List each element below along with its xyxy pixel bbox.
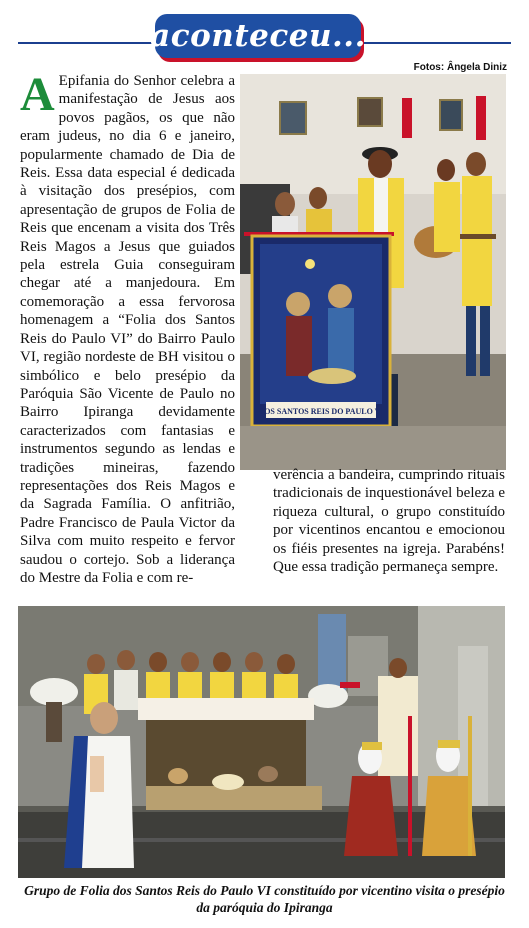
nativity-photo <box>18 606 505 878</box>
flag-banner-text: DOS SANTOS REIS DO PAULO VI <box>258 407 384 416</box>
photo-caption: Grupo de Folia dos Santos Reis do Paulo VI constituído por vicentino visita o presépio da paróquia do Ipiranga <box>24 883 505 915</box>
section-banner <box>150 14 366 58</box>
photo-credit: Fotos: Ângela Diniz <box>413 62 507 73</box>
procession-photo-illustration <box>240 74 506 470</box>
article-text-2: verência a bandeira, cumprindo rituais tradicionais de inquestionável beleza e riqueza cultural, o grupo constituído por vicentinos encantou e emocionou os fiéis presentes na igreja. Parabéns! Que essa tradição permaneça sempre. <box>273 467 505 576</box>
procession-photo <box>240 74 506 470</box>
article-text-1: Epifania do Senhor celebra a manifestação de Jesus aos povos pagãos, os que não eram judeus, no dia 6 e janeiro, popularmente chamado de Dia de Reis. Essa data especial é dedicada à visitação dos presépios, com apresentação de grupos de Folia de Reis que encenam a visita dos Três Reis Magos a Jesus que guiados pela estrela Guia conseguiram chegar até a manjedoura. Em comemoração a essa fervorosa homenagem a “Folia dos Santos Reis do Paulo VI” do Bairro Paulo VI, região nordeste de BH visitou o simbólico e belo presépio da Paróquia São Vicente de Paulo no Bairro Ipiranga devidamente caracterizados com fantasias e instrumentos segundo as lendas e tradições mineiras, fazendo representações dos Reis Magos e da Sagrada Família. O anfitrião, Padre Francisco de Paula Victor da Silva com muito respeito e fervor saudou o cortejo. Sob a liderança do Mestre da Folia e com re- <box>20 73 235 586</box>
article-column-1 <box>20 68 235 587</box>
article-column-2 <box>273 466 505 576</box>
drop-cap: A <box>20 68 55 121</box>
section-title: aconteceu... <box>150 18 366 54</box>
nativity-photo-illustration <box>18 606 505 878</box>
